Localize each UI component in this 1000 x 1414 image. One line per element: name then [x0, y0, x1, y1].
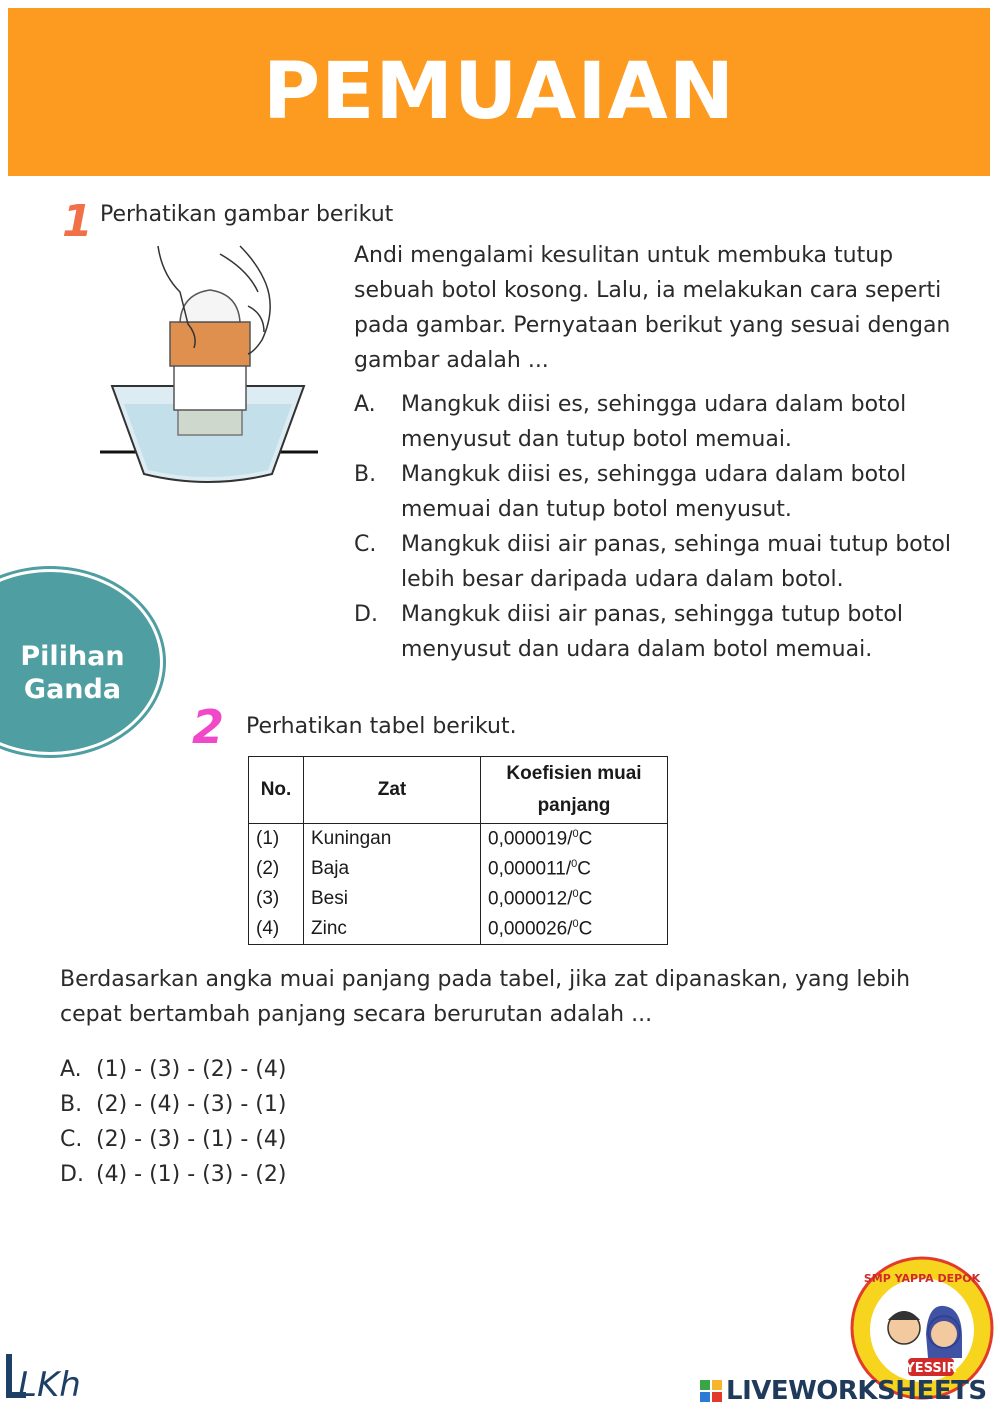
table-cell-no: (1)	[249, 824, 304, 855]
coefficient-table	[248, 756, 668, 945]
option-text: Mangkuk diisi es, sehingga udara dalam botol menyusut dan tutup botol memuai.	[401, 392, 907, 452]
option-letter: A.	[60, 1057, 82, 1082]
option-text: Mangkuk diisi air panas, sehingga tutup botol menyusut dan udara dalam botol memuai.	[401, 602, 903, 662]
question-2-option-c[interactable]	[60, 1122, 286, 1157]
degree-mark: 0	[572, 917, 579, 930]
table-cell-no: (2)	[249, 854, 304, 884]
option-letter: D.	[354, 602, 378, 627]
question-1-option-d[interactable]	[354, 597, 994, 667]
degree-mark: 0	[572, 887, 579, 900]
question-1-intro: Perhatikan gambar berikut	[100, 202, 394, 227]
question-1-number: 1	[62, 196, 93, 247]
question-2-intro: Perhatikan tabel berikut.	[246, 714, 517, 739]
question-1-option-b[interactable]	[354, 457, 994, 527]
option-letter: B.	[60, 1092, 83, 1117]
table-cell-zat: Kuningan	[304, 824, 481, 855]
koef-value: 0,000011/	[488, 858, 572, 880]
degree-mark: 0	[572, 827, 579, 840]
table-cell-zat: Zinc	[304, 914, 481, 945]
degree-mark: 0	[571, 857, 578, 870]
table-cell-koef	[481, 854, 668, 884]
question-2-options	[60, 1052, 286, 1192]
liveworksheets-brand	[700, 1376, 987, 1406]
question-2-option-b[interactable]	[60, 1087, 286, 1122]
section-badge-line2: Ganda	[23, 674, 122, 705]
table-row	[249, 854, 668, 884]
bottle-in-bowl-illustration	[98, 244, 320, 508]
table-cell-no: (4)	[249, 914, 304, 945]
question-1-text: Andi mengalami kesulitan untuk membuka tutup sebuah botol kosong. Lalu, ia melakukan cara seperti pada gambar. Pernyataan berikut yang sesuai dengan gambar adalah ...	[354, 243, 951, 373]
koef-value: 0,000012/	[488, 888, 573, 910]
koef-unit: C	[578, 918, 593, 940]
liveworksheets-text: LIVEWORKSHEETS	[726, 1376, 987, 1406]
koef-unit: C	[578, 828, 593, 850]
table-cell-koef	[481, 914, 668, 945]
option-text: (1) - (3) - (2) - (4)	[96, 1057, 287, 1082]
option-letter: C.	[354, 532, 377, 557]
question-1-option-a[interactable]	[354, 387, 994, 457]
koef-unit: C	[578, 888, 593, 910]
liveworksheets-icon	[700, 1380, 722, 1402]
question-2-option-d[interactable]	[60, 1157, 286, 1192]
question-1-option-c[interactable]	[354, 527, 994, 597]
table-row	[249, 824, 668, 855]
title-banner	[8, 8, 990, 176]
table-header-no: No.	[249, 757, 304, 824]
koef-unit: C	[577, 858, 591, 880]
question-2-number: 2	[192, 700, 225, 754]
koef-value: 0,000019/	[488, 828, 573, 850]
school-badge-word: YESSIR	[905, 1361, 957, 1376]
option-letter: A.	[354, 392, 376, 417]
question-2-text: Berdasarkan angka muai panjang pada tabel, jika zat dipanaskan, yang lebih cepat bertambah panjang secara berurutan adalah ...	[60, 967, 911, 1027]
lkh-logo	[4, 1350, 81, 1406]
option-letter: D.	[60, 1162, 84, 1187]
option-text: (4) - (1) - (3) - (2)	[96, 1162, 287, 1187]
school-badge-name: SMP YAPPA DEPOK	[863, 1272, 981, 1285]
table-header-koefisien: Koefisien muai panjang	[481, 757, 668, 824]
option-letter: C.	[60, 1127, 83, 1152]
table-cell-koef	[481, 884, 668, 914]
page-title: PEMUAIAN	[262, 47, 736, 137]
section-badge-label	[0, 640, 145, 706]
table-header-zat: Zat	[304, 757, 481, 824]
table-cell-zat: Baja	[304, 854, 481, 884]
section-badge-line1: Pilihan	[20, 641, 125, 672]
table-cell-koef	[481, 824, 668, 855]
option-text: (2) - (4) - (3) - (1)	[96, 1092, 287, 1117]
option-text: (2) - (3) - (1) - (4)	[96, 1127, 287, 1152]
table-cell-zat: Besi	[304, 884, 481, 914]
table-cell-no: (3)	[249, 884, 304, 914]
option-letter: B.	[354, 462, 377, 487]
table-row	[249, 914, 668, 945]
table-row	[249, 884, 668, 914]
question-1-options	[354, 387, 994, 667]
lkh-logo-text: LKh	[18, 1365, 81, 1405]
option-text: Mangkuk diisi es, sehingga udara dalam botol memuai dan tutup botol menyusut.	[401, 462, 907, 522]
option-text: Mangkuk diisi air panas, sehinga muai tutup botol lebih besar daripada udara dalam botol.	[401, 532, 951, 592]
koef-value: 0,000026/	[488, 918, 573, 940]
question-2-option-a[interactable]	[60, 1052, 286, 1087]
